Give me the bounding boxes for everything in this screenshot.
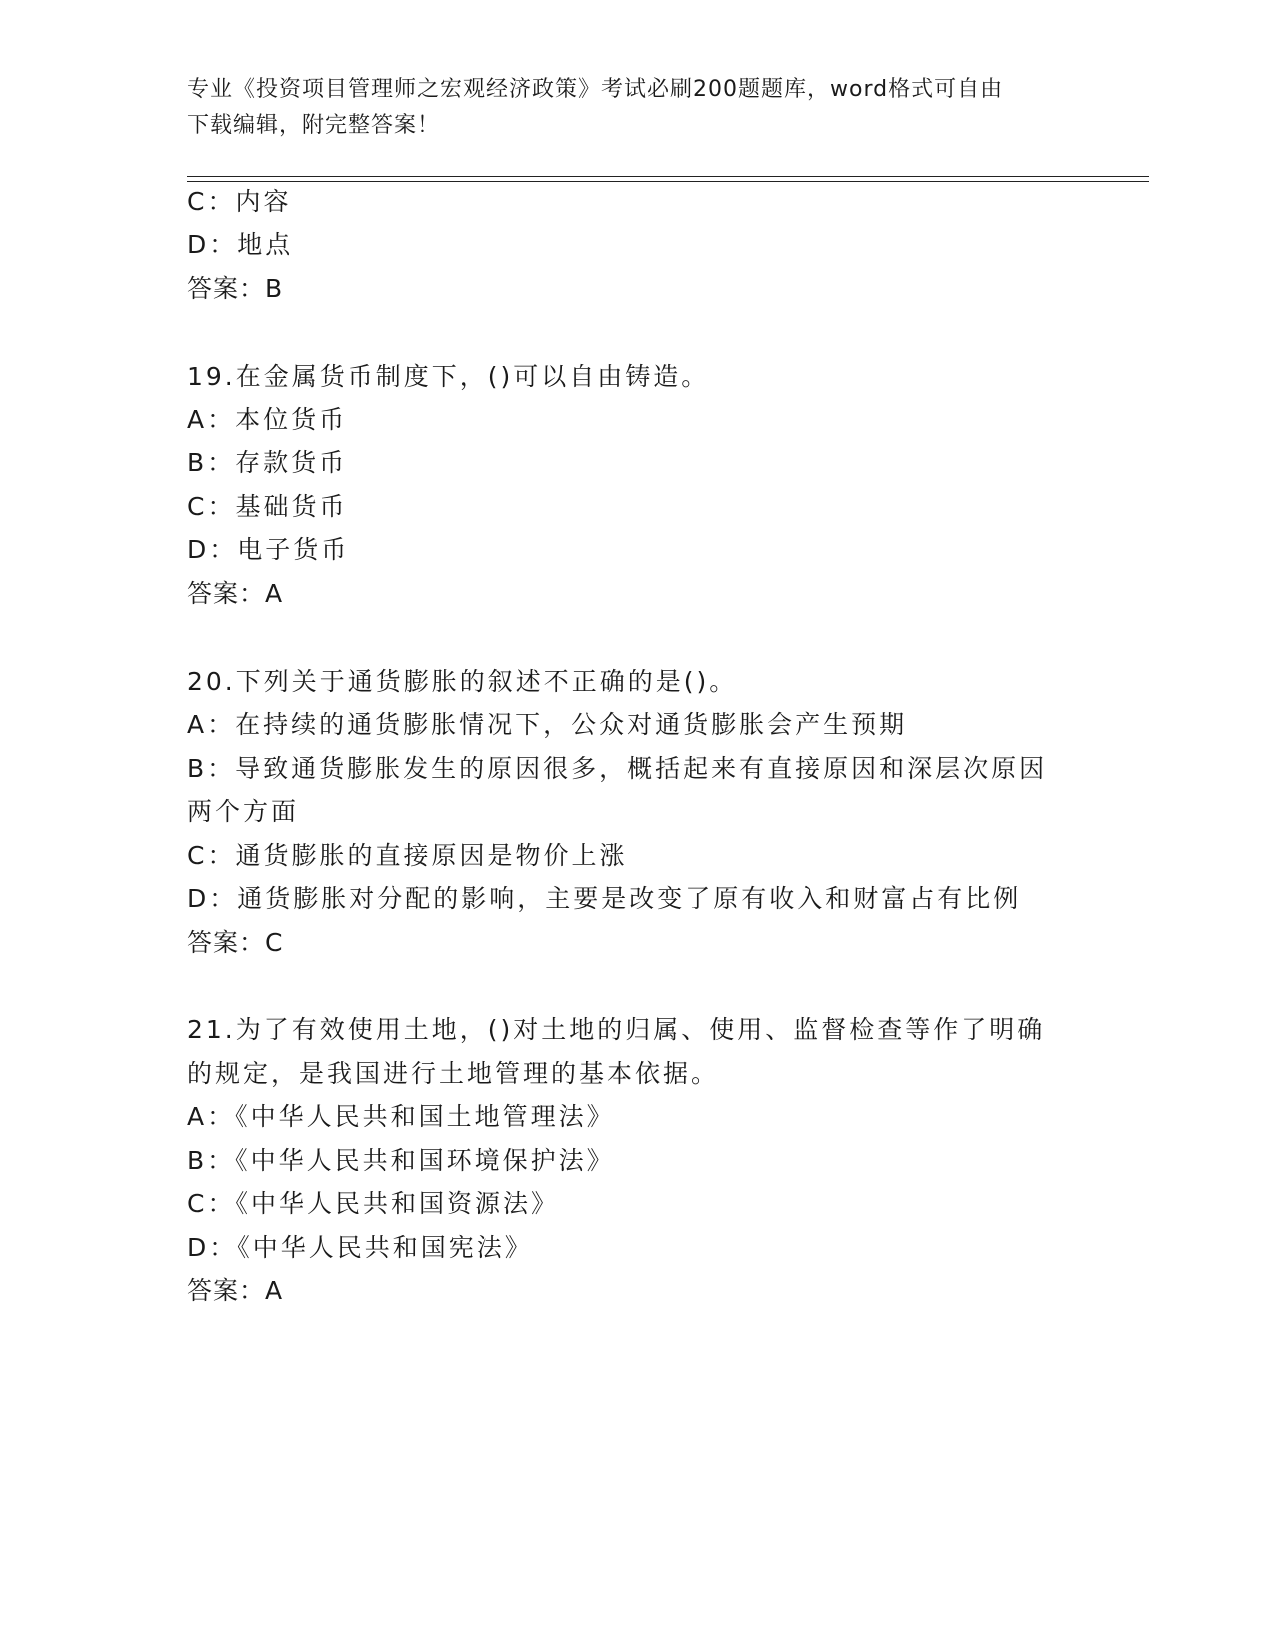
question-stem: 19.在金属货币制度下，()可以自由铸造。 <box>187 362 710 391</box>
answer: 答案：A <box>187 579 284 608</box>
option-c: C：基础货币 <box>187 492 348 521</box>
option-d: D：通货膨胀对分配的影响，主要是改变了原有收入和财富占有比例 <box>187 884 1022 913</box>
answer: 答案：C <box>187 928 284 957</box>
option-d: D：《中华人民共和国宪法》 <box>187 1233 533 1262</box>
question-stem: 21.为了有效使用土地，()对土地的归属、使用、监督检查等作了明确 <box>187 1015 1046 1044</box>
header-divider-bottom <box>187 181 1149 182</box>
option-d: D：地点 <box>187 230 294 259</box>
option-b-continued: 两个方面 <box>187 797 300 826</box>
question-stem-continued: 的规定，是我国进行土地管理的基本依据。 <box>187 1059 720 1088</box>
option-a: A：在持续的通货膨胀情况下，公众对通货膨胀会产生预期 <box>187 710 908 739</box>
option-d: D：电子货币 <box>187 535 350 564</box>
document-header <box>187 72 1067 144</box>
option-a: A：本位货币 <box>187 405 348 434</box>
answer: 答案：A <box>187 1276 284 1305</box>
header-line-2: 下载编辑，附完整答案！ <box>187 113 441 138</box>
header-divider-top <box>187 176 1149 177</box>
option-c: C：通货膨胀的直接原因是物价上涨 <box>187 841 628 870</box>
option-b: B：导致通货膨胀发生的原因很多，概括起来有直接原因和深层次原因 <box>187 754 1048 783</box>
header-line-1: 专业《投资项目管理师之宏观经济政策》考试必刷200题题库，word格式可自由 <box>187 77 1004 102</box>
question-stem: 20.下列关于通货膨胀的叙述不正确的是()。 <box>187 667 738 696</box>
option-c: C：《中华人民共和国资源法》 <box>187 1189 559 1218</box>
answer: 答案：B <box>187 274 284 303</box>
option-a: A：《中华人民共和国土地管理法》 <box>187 1102 615 1131</box>
option-b: B：存款货币 <box>187 448 348 477</box>
option-b: B：《中华人民共和国环境保护法》 <box>187 1146 615 1175</box>
option-c: C：内容 <box>187 187 292 216</box>
